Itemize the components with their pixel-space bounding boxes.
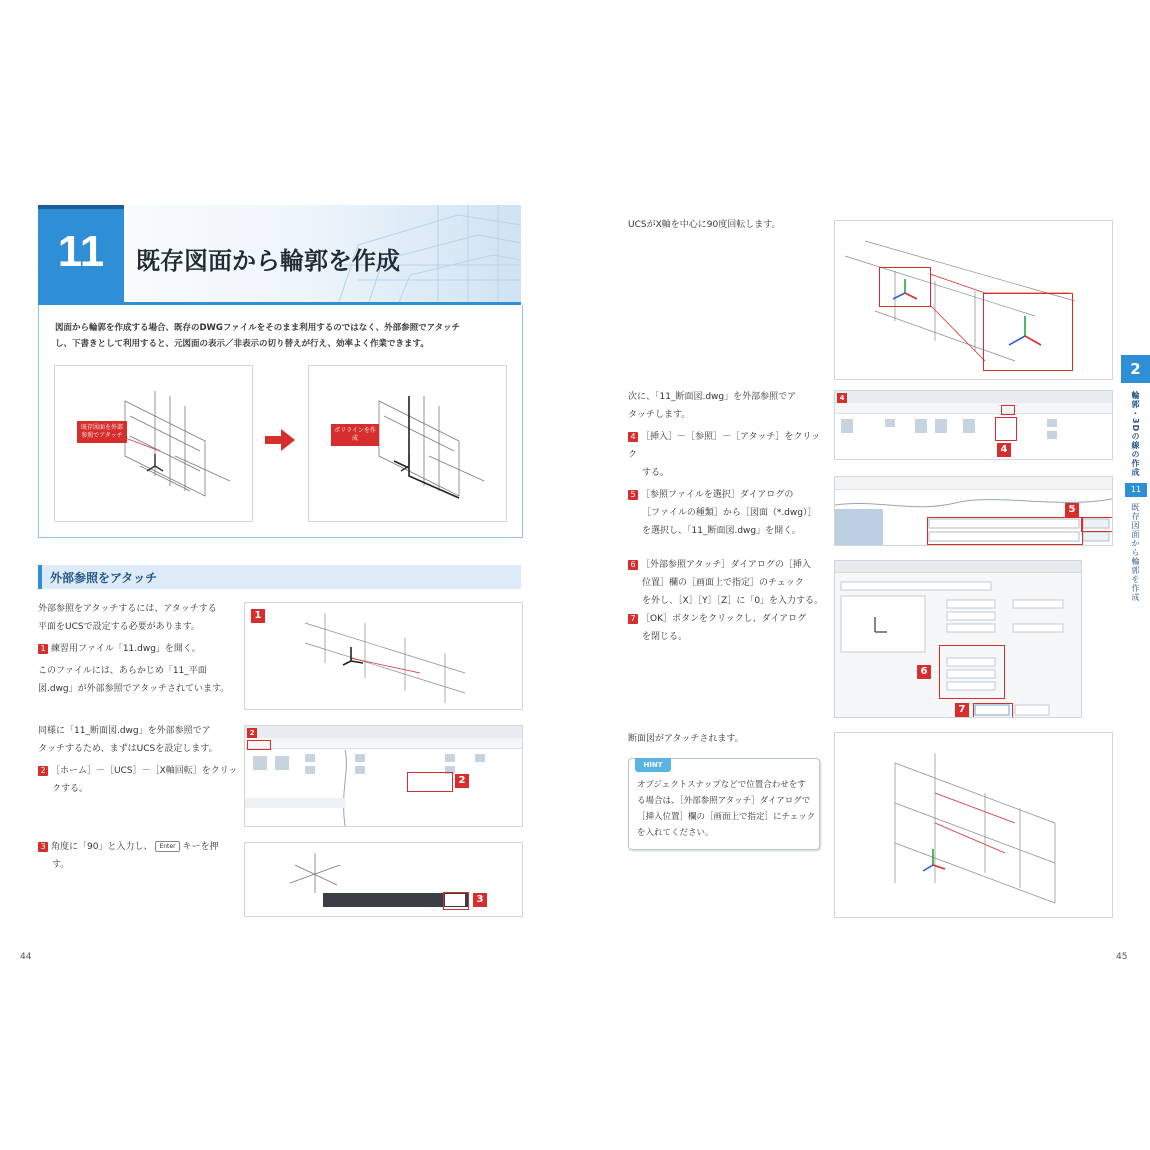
step3-line1b: キーを押 <box>182 842 219 852</box>
step5-line3: を選択し、「11_断面図.dwg」を開く。 <box>642 526 801 536</box>
figure-step2-ribbon <box>244 725 523 827</box>
para-a-line2: タッチします。 <box>628 410 691 420</box>
step6-line1: ［外部参照アタッチ］ダイアログの［挿入 <box>641 560 811 570</box>
intro-line-1: 図面から輪郭を作成する場合、既存のDWGファイルをそのまま利用するのではなく、外部参照でアタッチ <box>55 323 460 333</box>
step2-line1: ［ホーム］－［UCS］－［X軸回転］をクリッ <box>51 766 238 776</box>
page-number-left: 44 <box>20 952 32 962</box>
step7-line1: ［OK］ボタンをクリックし、ダイアログ <box>641 614 807 624</box>
step1-text: 練習用ファイル「11.dwg」を開く。 <box>51 644 201 654</box>
step-marker-4: 4 <box>628 432 638 442</box>
marker-4: 4 <box>997 443 1011 457</box>
hint-line1: オブジェクトスナップなどで位置合わせをす <box>637 780 806 790</box>
caption-bottom: 断面図がアタッチされます。 <box>628 734 744 744</box>
enter-key: Enter <box>155 841 179 852</box>
hint-line4: を入れてください。 <box>637 828 714 838</box>
arrow-right-icon <box>265 429 295 451</box>
marker-3: 3 <box>473 893 487 907</box>
step-marker-2: 2 <box>38 766 48 776</box>
side-chapter-number: 2 <box>1121 355 1150 383</box>
callout-after: ポリラインを作成 <box>331 424 379 446</box>
hint-box <box>628 758 820 850</box>
figure-attached <box>834 732 1113 918</box>
step-marker-7: 7 <box>628 614 638 624</box>
step-marker-1: 1 <box>38 644 48 654</box>
marker-6: 6 <box>917 665 931 679</box>
step3-line1: 角度に「90」と入力し、 <box>51 842 153 852</box>
step2-line2: クする。 <box>52 784 89 794</box>
section-number: 11 <box>57 227 105 276</box>
step3-line2: す。 <box>52 860 70 870</box>
note1-line1: このファイルには、あらかじめ「11_平面 <box>38 666 207 676</box>
step6-line3: を外し、［X］［Y］［Z］に「0」を入力する。 <box>642 596 824 606</box>
para1-line2: 平面をUCSで設定する必要があります。 <box>38 622 200 632</box>
marker-7: 7 <box>955 703 969 717</box>
section-header <box>38 205 521 305</box>
para2-line2: タッチするため、まずはUCSを設定します。 <box>38 744 218 754</box>
callout-before: 既存図面を外部参照でアタッチ <box>77 421 127 443</box>
hint-line3: ［挿入位置］欄の［画面上で指定］にチェック <box>637 812 816 822</box>
section-number-box <box>38 205 124 305</box>
intro-line-2: し、下書きとして利用すると、元図面の表示／非表示の切り替えが行え、効率よく作業できます。 <box>55 339 429 349</box>
step7-line2: を閉じる。 <box>642 632 688 642</box>
note1-line2: 図.dwg」が外部参照でアタッチされています。 <box>38 684 230 694</box>
subheading-text: 外部参照をアタッチ <box>50 571 158 585</box>
para2-line1: 同様に「11_断面図.dwg」を外部参照でア <box>38 726 211 736</box>
hint-line2: る場合は、［外部参照アタッチ］ダイアログで <box>637 796 811 806</box>
hint-label: HINT <box>635 758 671 772</box>
subheading <box>38 565 521 589</box>
page-number-right: 45 <box>1116 952 1128 962</box>
side-section-number: 11 <box>1125 483 1147 497</box>
figure-after <box>308 365 507 522</box>
figure-ucs-rotated <box>834 220 1113 380</box>
para1-line1: 外部参照をアタッチするには、アタッチする <box>38 604 217 614</box>
side-chapter-title: 輪郭・3Dの線の作成 <box>1131 391 1140 478</box>
intro-box <box>38 305 523 538</box>
figure-step3 <box>244 842 523 917</box>
section-title: 既存図面から輪郭を作成 <box>136 247 400 275</box>
figure-step4-ribbon <box>834 390 1113 460</box>
step-marker-6: 6 <box>628 560 638 570</box>
step6-line2: 位置］欄の［画面上で指定］のチェック <box>642 578 804 588</box>
marker-5: 5 <box>1065 503 1079 517</box>
marker-2: 2 <box>455 774 469 788</box>
step5-line1: ［参照ファイルを選択］ダイアログの <box>641 490 794 500</box>
figure-step6-dialog <box>834 560 1082 718</box>
figure-before <box>54 365 253 522</box>
step-marker-3: 3 <box>38 842 48 852</box>
figure-step5-dialog <box>834 476 1113 546</box>
side-section-title: 既存図面から輪郭を作成 <box>1131 503 1140 602</box>
step4-line2: する。 <box>642 468 670 478</box>
step4-line1: ［挿入］－［参照］－［アタッチ］をクリック <box>628 432 821 460</box>
marker-4b: 4 <box>837 393 847 403</box>
caption-top: UCSがX軸を中心に90度回転します。 <box>628 220 781 230</box>
marker-1: 1 <box>251 609 265 623</box>
step-marker-5: 5 <box>628 490 638 500</box>
step5-line2: ［ファイルの種類］から［図面（*.dwg）］ <box>642 508 817 518</box>
figure-step1 <box>244 602 523 710</box>
side-tab <box>1121 355 1150 605</box>
marker-2b: 2 <box>247 728 257 738</box>
para-a-line1: 次に、「11_断面図.dwg」を外部参照でア <box>628 392 797 402</box>
